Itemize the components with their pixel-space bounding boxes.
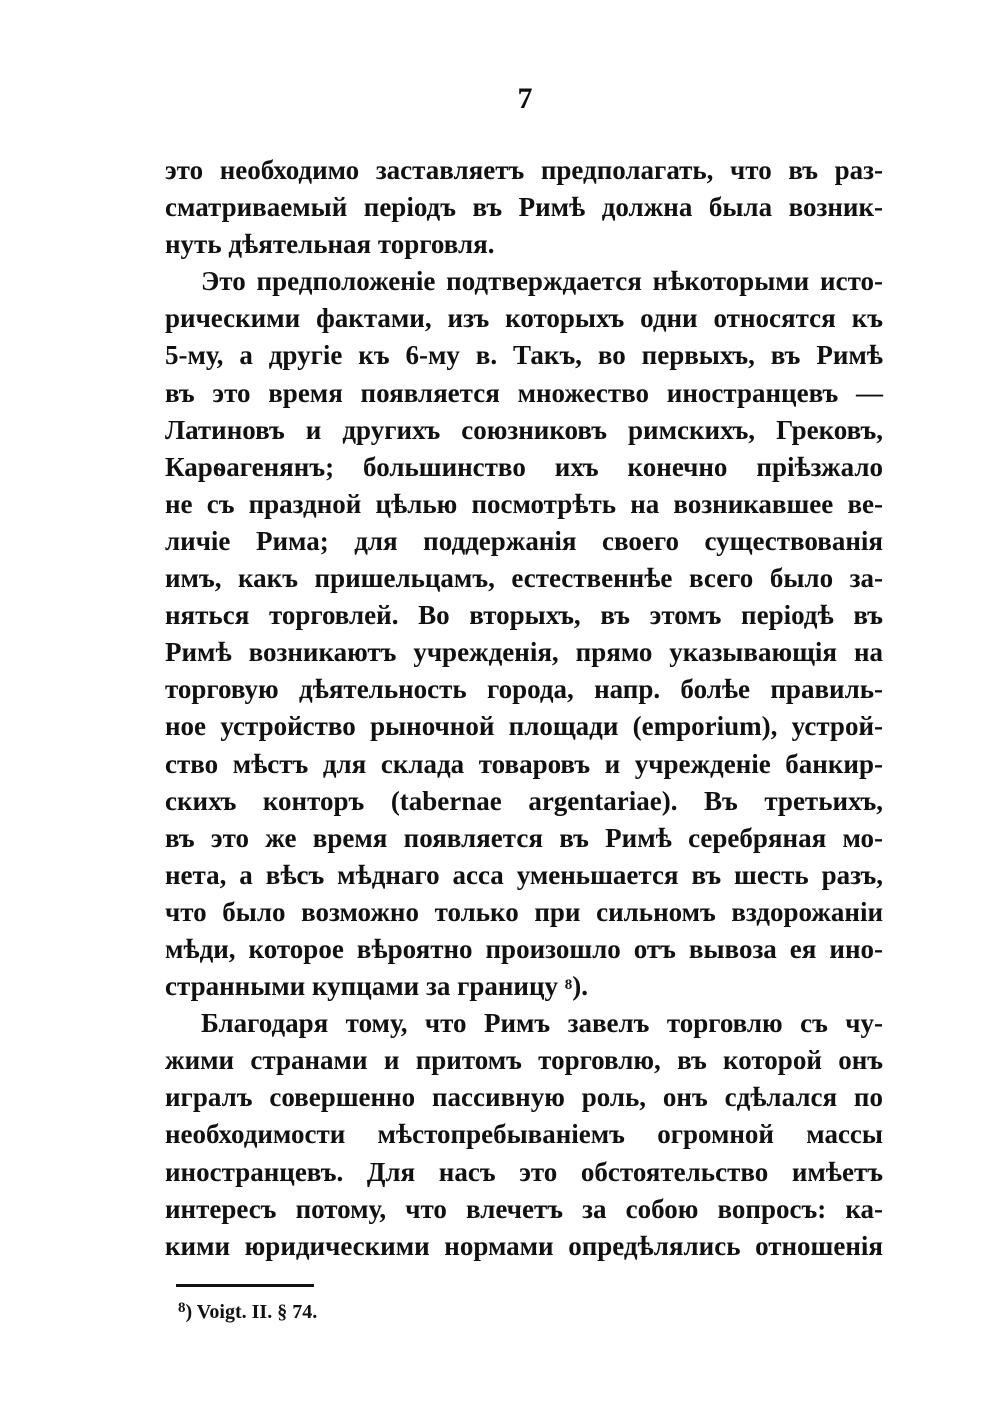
page-number: 7 — [517, 82, 533, 115]
text-line: ство мѣстъ для склада товаровъ и учрежденіе банкир- — [165, 748, 883, 779]
body-text — [165, 152, 883, 1265]
text-line: въ это время появляется множество иностранцевъ — — [165, 377, 883, 408]
text-line: странными купцами за границу — [165, 971, 559, 1002]
text-line: кими юридическими нормами опредѣлялись отношенія — [165, 1230, 883, 1261]
text-line: нуть дѣятельная торговля. — [165, 229, 495, 260]
text-line: имъ, какъ пришельцамъ, естественнѣе всего было за- — [165, 563, 883, 594]
text-line: ное устройство рыночной площади (emporium), устрой- — [165, 711, 883, 742]
text-line: это необходимо заставляетъ предполагать, что въ раз- — [165, 155, 883, 185]
text-line: сматриваемый періодъ въ Римѣ должна была возник- — [165, 192, 883, 223]
text-line-with-footnote-ref — [165, 968, 883, 1005]
text-line: скихъ конторъ (tabernae argentariae). Въ третьихъ, — [165, 785, 883, 816]
text-line: игралъ совершенно пассивную роль, онъ сдѣлался по — [165, 1082, 883, 1113]
text-line: Латиновъ и другихъ союзниковъ римскихъ, Грековъ, — [165, 414, 883, 445]
text-line: нета, а вѣсъ мѣднаго асса уменьшается въ шесть разъ, — [165, 859, 883, 890]
text-line: жими странами и притомъ торговлю, въ которой онъ — [165, 1045, 883, 1076]
text-line: Это предположеніе подтверждается нѣкоторыми исто- — [201, 266, 883, 297]
text-line: мѣди, которое вѣроятно произошло отъ вывоза ея ино- — [165, 933, 883, 964]
footnote — [178, 1298, 317, 1326]
footnote-reference-close: ). — [572, 971, 589, 1002]
text-line: личіе Рима; для поддержанія своего существованія — [165, 525, 883, 556]
text-line: торговую дѣятельность города, напр. болѣе правиль- — [165, 674, 883, 705]
footnote-reference[interactable]: 8 — [564, 977, 573, 994]
text-line: не съ праздной цѣлью посмотрѣть на возникавшее ве- — [165, 488, 883, 519]
text-line: Благодаря тому, что Римъ завелъ торговлю съ чу- — [201, 1008, 883, 1039]
text-line: Карѳагенянъ; большинство ихъ конечно пріѣзжало — [165, 451, 883, 482]
text-line: 5-му, а другіе къ 6-му в. Такъ, во первыхъ, въ Римѣ — [165, 340, 883, 371]
footnote-text: ) Voigt. II. § 74. — [185, 1301, 318, 1323]
footnote-divider — [176, 1284, 314, 1287]
text-line: няться торговлей. Во вторыхъ, въ этомъ періодѣ въ — [165, 600, 883, 631]
text-line: въ это же время появляется въ Римѣ серебряная мо- — [165, 822, 883, 853]
text-line: необходимости мѣстопребываніемъ огромной массы — [165, 1119, 883, 1150]
footnote-marker: 8 — [178, 1300, 186, 1316]
text-line: Римѣ возникаютъ учрежденія, прямо указывающія на — [165, 637, 883, 668]
text-line: рическими фактами, изъ которыхъ одни относятся къ — [165, 303, 883, 334]
text-line: интересъ потому, что влечетъ за собою вопросъ: ка- — [165, 1193, 883, 1224]
text-line: иностранцевъ. Для насъ это обстоятельство имѣетъ — [165, 1156, 883, 1187]
text-line: что было возможно только при сильномъ вздорожаніи — [165, 896, 883, 927]
